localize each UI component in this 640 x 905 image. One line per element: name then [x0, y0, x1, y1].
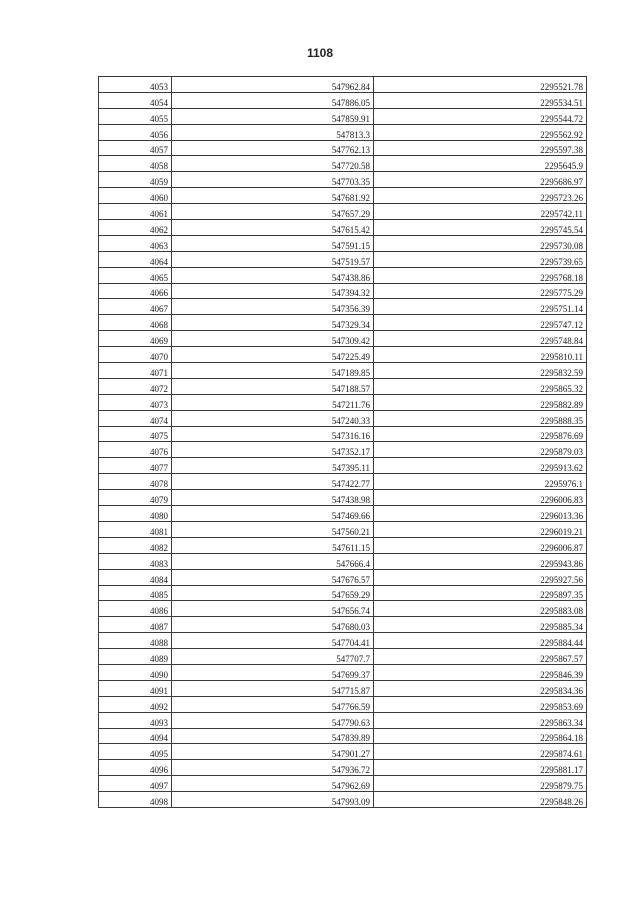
- table-row: [99, 378, 587, 394]
- table-row: [99, 664, 587, 680]
- point-id-cell: 4069: [99, 331, 172, 347]
- point-id-cell: 4082: [99, 537, 172, 553]
- table-row: [99, 569, 587, 585]
- y-coordinate-cell: 2295876.69: [374, 426, 587, 442]
- x-coordinate-cell: 547962.84: [172, 77, 374, 93]
- table-row: [99, 458, 587, 474]
- table-row: [99, 696, 587, 712]
- point-id-cell: 4083: [99, 553, 172, 569]
- table-row: [99, 601, 587, 617]
- table-row: [99, 776, 587, 792]
- table-row: [99, 633, 587, 649]
- y-coordinate-cell: 2295863.34: [374, 712, 587, 728]
- point-id-cell: 4076: [99, 442, 172, 458]
- table-row: [99, 235, 587, 251]
- table-row: [99, 394, 587, 410]
- table-row: [99, 172, 587, 188]
- x-coordinate-cell: 547936.72: [172, 760, 374, 776]
- y-coordinate-cell: 2295730.08: [374, 235, 587, 251]
- y-coordinate-cell: 2295879.03: [374, 442, 587, 458]
- point-id-cell: 4085: [99, 585, 172, 601]
- point-id-cell: 4086: [99, 601, 172, 617]
- point-id-cell: 4096: [99, 760, 172, 776]
- y-coordinate-cell: 2295874.61: [374, 744, 587, 760]
- point-id-cell: 4067: [99, 299, 172, 315]
- x-coordinate-cell: 547656.74: [172, 601, 374, 617]
- x-coordinate-cell: 547438.86: [172, 267, 374, 283]
- y-coordinate-cell: 2295775.29: [374, 283, 587, 299]
- point-id-cell: 4080: [99, 506, 172, 522]
- x-coordinate-cell: 547329.34: [172, 315, 374, 331]
- y-coordinate-cell: 2296006.87: [374, 537, 587, 553]
- table-row: [99, 521, 587, 537]
- x-coordinate-cell: 547813.3: [172, 124, 374, 140]
- point-id-cell: 4094: [99, 728, 172, 744]
- table-row: [99, 410, 587, 426]
- x-coordinate-cell: 547790.63: [172, 712, 374, 728]
- table-row: [99, 649, 587, 665]
- y-coordinate-cell: 2295810.11: [374, 347, 587, 363]
- x-coordinate-cell: 547394.32: [172, 283, 374, 299]
- table-row: [99, 792, 587, 808]
- x-coordinate-cell: 547316.16: [172, 426, 374, 442]
- y-coordinate-cell: 2295742.11: [374, 204, 587, 220]
- y-coordinate-cell: 2295686.97: [374, 172, 587, 188]
- table-row: [99, 537, 587, 553]
- point-id-cell: 4066: [99, 283, 172, 299]
- point-id-cell: 4090: [99, 664, 172, 680]
- point-id-cell: 4079: [99, 490, 172, 506]
- coordinates-table: [98, 76, 587, 808]
- table-row: [99, 506, 587, 522]
- point-id-cell: 4087: [99, 617, 172, 633]
- point-id-cell: 4058: [99, 156, 172, 172]
- x-coordinate-cell: 547211.76: [172, 394, 374, 410]
- y-coordinate-cell: 2295645.9: [374, 156, 587, 172]
- point-id-cell: 4084: [99, 569, 172, 585]
- x-coordinate-cell: 547519.57: [172, 251, 374, 267]
- table-row: [99, 315, 587, 331]
- table-row: [99, 442, 587, 458]
- x-coordinate-cell: 547886.05: [172, 92, 374, 108]
- table-row: [99, 267, 587, 283]
- y-coordinate-cell: 2295751.14: [374, 299, 587, 315]
- table-row: [99, 77, 587, 93]
- y-coordinate-cell: 2295597.38: [374, 140, 587, 156]
- table-row: [99, 712, 587, 728]
- table-row: [99, 140, 587, 156]
- x-coordinate-cell: 547859.91: [172, 108, 374, 124]
- point-id-cell: 4061: [99, 204, 172, 220]
- y-coordinate-cell: 2295927.56: [374, 569, 587, 585]
- point-id-cell: 4068: [99, 315, 172, 331]
- x-coordinate-cell: 547469.66: [172, 506, 374, 522]
- point-id-cell: 4062: [99, 220, 172, 236]
- table-row: [99, 363, 587, 379]
- table-row: [99, 617, 587, 633]
- point-id-cell: 4065: [99, 267, 172, 283]
- y-coordinate-cell: 2295897.35: [374, 585, 587, 601]
- x-coordinate-cell: 547666.4: [172, 553, 374, 569]
- x-coordinate-cell: 547352.17: [172, 442, 374, 458]
- x-coordinate-cell: 547189.85: [172, 363, 374, 379]
- y-coordinate-cell: 2295881.17: [374, 760, 587, 776]
- x-coordinate-cell: 547680.03: [172, 617, 374, 633]
- table-row: [99, 331, 587, 347]
- table-row: [99, 347, 587, 363]
- x-coordinate-cell: 547657.29: [172, 204, 374, 220]
- x-coordinate-cell: 547422.77: [172, 474, 374, 490]
- x-coordinate-cell: 547560.21: [172, 521, 374, 537]
- table-row: [99, 283, 587, 299]
- point-id-cell: 4072: [99, 378, 172, 394]
- table-row: [99, 474, 587, 490]
- table-row: [99, 760, 587, 776]
- point-id-cell: 4073: [99, 394, 172, 410]
- table-row: [99, 744, 587, 760]
- point-id-cell: 4060: [99, 188, 172, 204]
- point-id-cell: 4055: [99, 108, 172, 124]
- y-coordinate-cell: 2295848.26: [374, 792, 587, 808]
- x-coordinate-cell: 547962.69: [172, 776, 374, 792]
- x-coordinate-cell: 547766.59: [172, 696, 374, 712]
- coordinates-table-body: [99, 77, 587, 808]
- point-id-cell: 4095: [99, 744, 172, 760]
- y-coordinate-cell: 2295768.18: [374, 267, 587, 283]
- y-coordinate-cell: 2295745.54: [374, 220, 587, 236]
- x-coordinate-cell: 547703.35: [172, 172, 374, 188]
- point-id-cell: 4070: [99, 347, 172, 363]
- table-row: [99, 426, 587, 442]
- table-row: [99, 220, 587, 236]
- x-coordinate-cell: 547356.39: [172, 299, 374, 315]
- table-row: [99, 728, 587, 744]
- x-coordinate-cell: 547615.42: [172, 220, 374, 236]
- y-coordinate-cell: 2295882.89: [374, 394, 587, 410]
- table-row: [99, 156, 587, 172]
- y-coordinate-cell: 2296019.21: [374, 521, 587, 537]
- y-coordinate-cell: 2295885.34: [374, 617, 587, 633]
- point-id-cell: 4071: [99, 363, 172, 379]
- y-coordinate-cell: 2295867.57: [374, 649, 587, 665]
- table-row: [99, 680, 587, 696]
- table-row: [99, 204, 587, 220]
- x-coordinate-cell: 547240.33: [172, 410, 374, 426]
- table-row: [99, 251, 587, 267]
- y-coordinate-cell: 2295884.44: [374, 633, 587, 649]
- y-coordinate-cell: 2295834.36: [374, 680, 587, 696]
- y-coordinate-cell: 2295913.62: [374, 458, 587, 474]
- y-coordinate-cell: 2295864.18: [374, 728, 587, 744]
- x-coordinate-cell: 547762.13: [172, 140, 374, 156]
- x-coordinate-cell: 547707.7: [172, 649, 374, 665]
- x-coordinate-cell: 547720.58: [172, 156, 374, 172]
- point-id-cell: 4091: [99, 680, 172, 696]
- table-row: [99, 124, 587, 140]
- x-coordinate-cell: 547715.87: [172, 680, 374, 696]
- x-coordinate-cell: 547438.98: [172, 490, 374, 506]
- point-id-cell: 4088: [99, 633, 172, 649]
- point-id-cell: 4078: [99, 474, 172, 490]
- y-coordinate-cell: 2295748.84: [374, 331, 587, 347]
- y-coordinate-cell: 2295888.35: [374, 410, 587, 426]
- y-coordinate-cell: 2295943.86: [374, 553, 587, 569]
- point-id-cell: 4077: [99, 458, 172, 474]
- point-id-cell: 4075: [99, 426, 172, 442]
- y-coordinate-cell: 2295562.92: [374, 124, 587, 140]
- table-row: [99, 553, 587, 569]
- x-coordinate-cell: 547839.89: [172, 728, 374, 744]
- table-row: [99, 490, 587, 506]
- y-coordinate-cell: 2295544.72: [374, 108, 587, 124]
- table-row: [99, 188, 587, 204]
- point-id-cell: 4093: [99, 712, 172, 728]
- x-coordinate-cell: 547395.11: [172, 458, 374, 474]
- table-row: [99, 585, 587, 601]
- y-coordinate-cell: 2295865.32: [374, 378, 587, 394]
- y-coordinate-cell: 2295879.75: [374, 776, 587, 792]
- x-coordinate-cell: 547225.49: [172, 347, 374, 363]
- point-id-cell: 4054: [99, 92, 172, 108]
- point-id-cell: 4089: [99, 649, 172, 665]
- point-id-cell: 4092: [99, 696, 172, 712]
- point-id-cell: 4081: [99, 521, 172, 537]
- table-row: [99, 108, 587, 124]
- x-coordinate-cell: 547681.92: [172, 188, 374, 204]
- point-id-cell: 4056: [99, 124, 172, 140]
- y-coordinate-cell: 2295883.08: [374, 601, 587, 617]
- x-coordinate-cell: 547699.37: [172, 664, 374, 680]
- y-coordinate-cell: 2295832.59: [374, 363, 587, 379]
- x-coordinate-cell: 547611.15: [172, 537, 374, 553]
- y-coordinate-cell: 2295534.51: [374, 92, 587, 108]
- table-row: [99, 92, 587, 108]
- point-id-cell: 4097: [99, 776, 172, 792]
- point-id-cell: 4064: [99, 251, 172, 267]
- y-coordinate-cell: 2295739.65: [374, 251, 587, 267]
- table-row: [99, 299, 587, 315]
- point-id-cell: 4057: [99, 140, 172, 156]
- y-coordinate-cell: 2296013.36: [374, 506, 587, 522]
- x-coordinate-cell: 547188.57: [172, 378, 374, 394]
- y-coordinate-cell: 2295723.26: [374, 188, 587, 204]
- point-id-cell: 4098: [99, 792, 172, 808]
- y-coordinate-cell: 2295853.69: [374, 696, 587, 712]
- x-coordinate-cell: 547901.27: [172, 744, 374, 760]
- y-coordinate-cell: 2295846.39: [374, 664, 587, 680]
- x-coordinate-cell: 547676.57: [172, 569, 374, 585]
- point-id-cell: 4059: [99, 172, 172, 188]
- x-coordinate-cell: 547704.41: [172, 633, 374, 649]
- x-coordinate-cell: 547309.42: [172, 331, 374, 347]
- point-id-cell: 4063: [99, 235, 172, 251]
- x-coordinate-cell: 547993.09: [172, 792, 374, 808]
- point-id-cell: 4074: [99, 410, 172, 426]
- point-id-cell: 4053: [99, 77, 172, 93]
- y-coordinate-cell: 2295976.1: [374, 474, 587, 490]
- y-coordinate-cell: 2295747.12: [374, 315, 587, 331]
- x-coordinate-cell: 547591.15: [172, 235, 374, 251]
- x-coordinate-cell: 547659.29: [172, 585, 374, 601]
- y-coordinate-cell: 2296006.83: [374, 490, 587, 506]
- y-coordinate-cell: 2295521.78: [374, 77, 587, 93]
- page-number: 1108: [306, 46, 334, 60]
